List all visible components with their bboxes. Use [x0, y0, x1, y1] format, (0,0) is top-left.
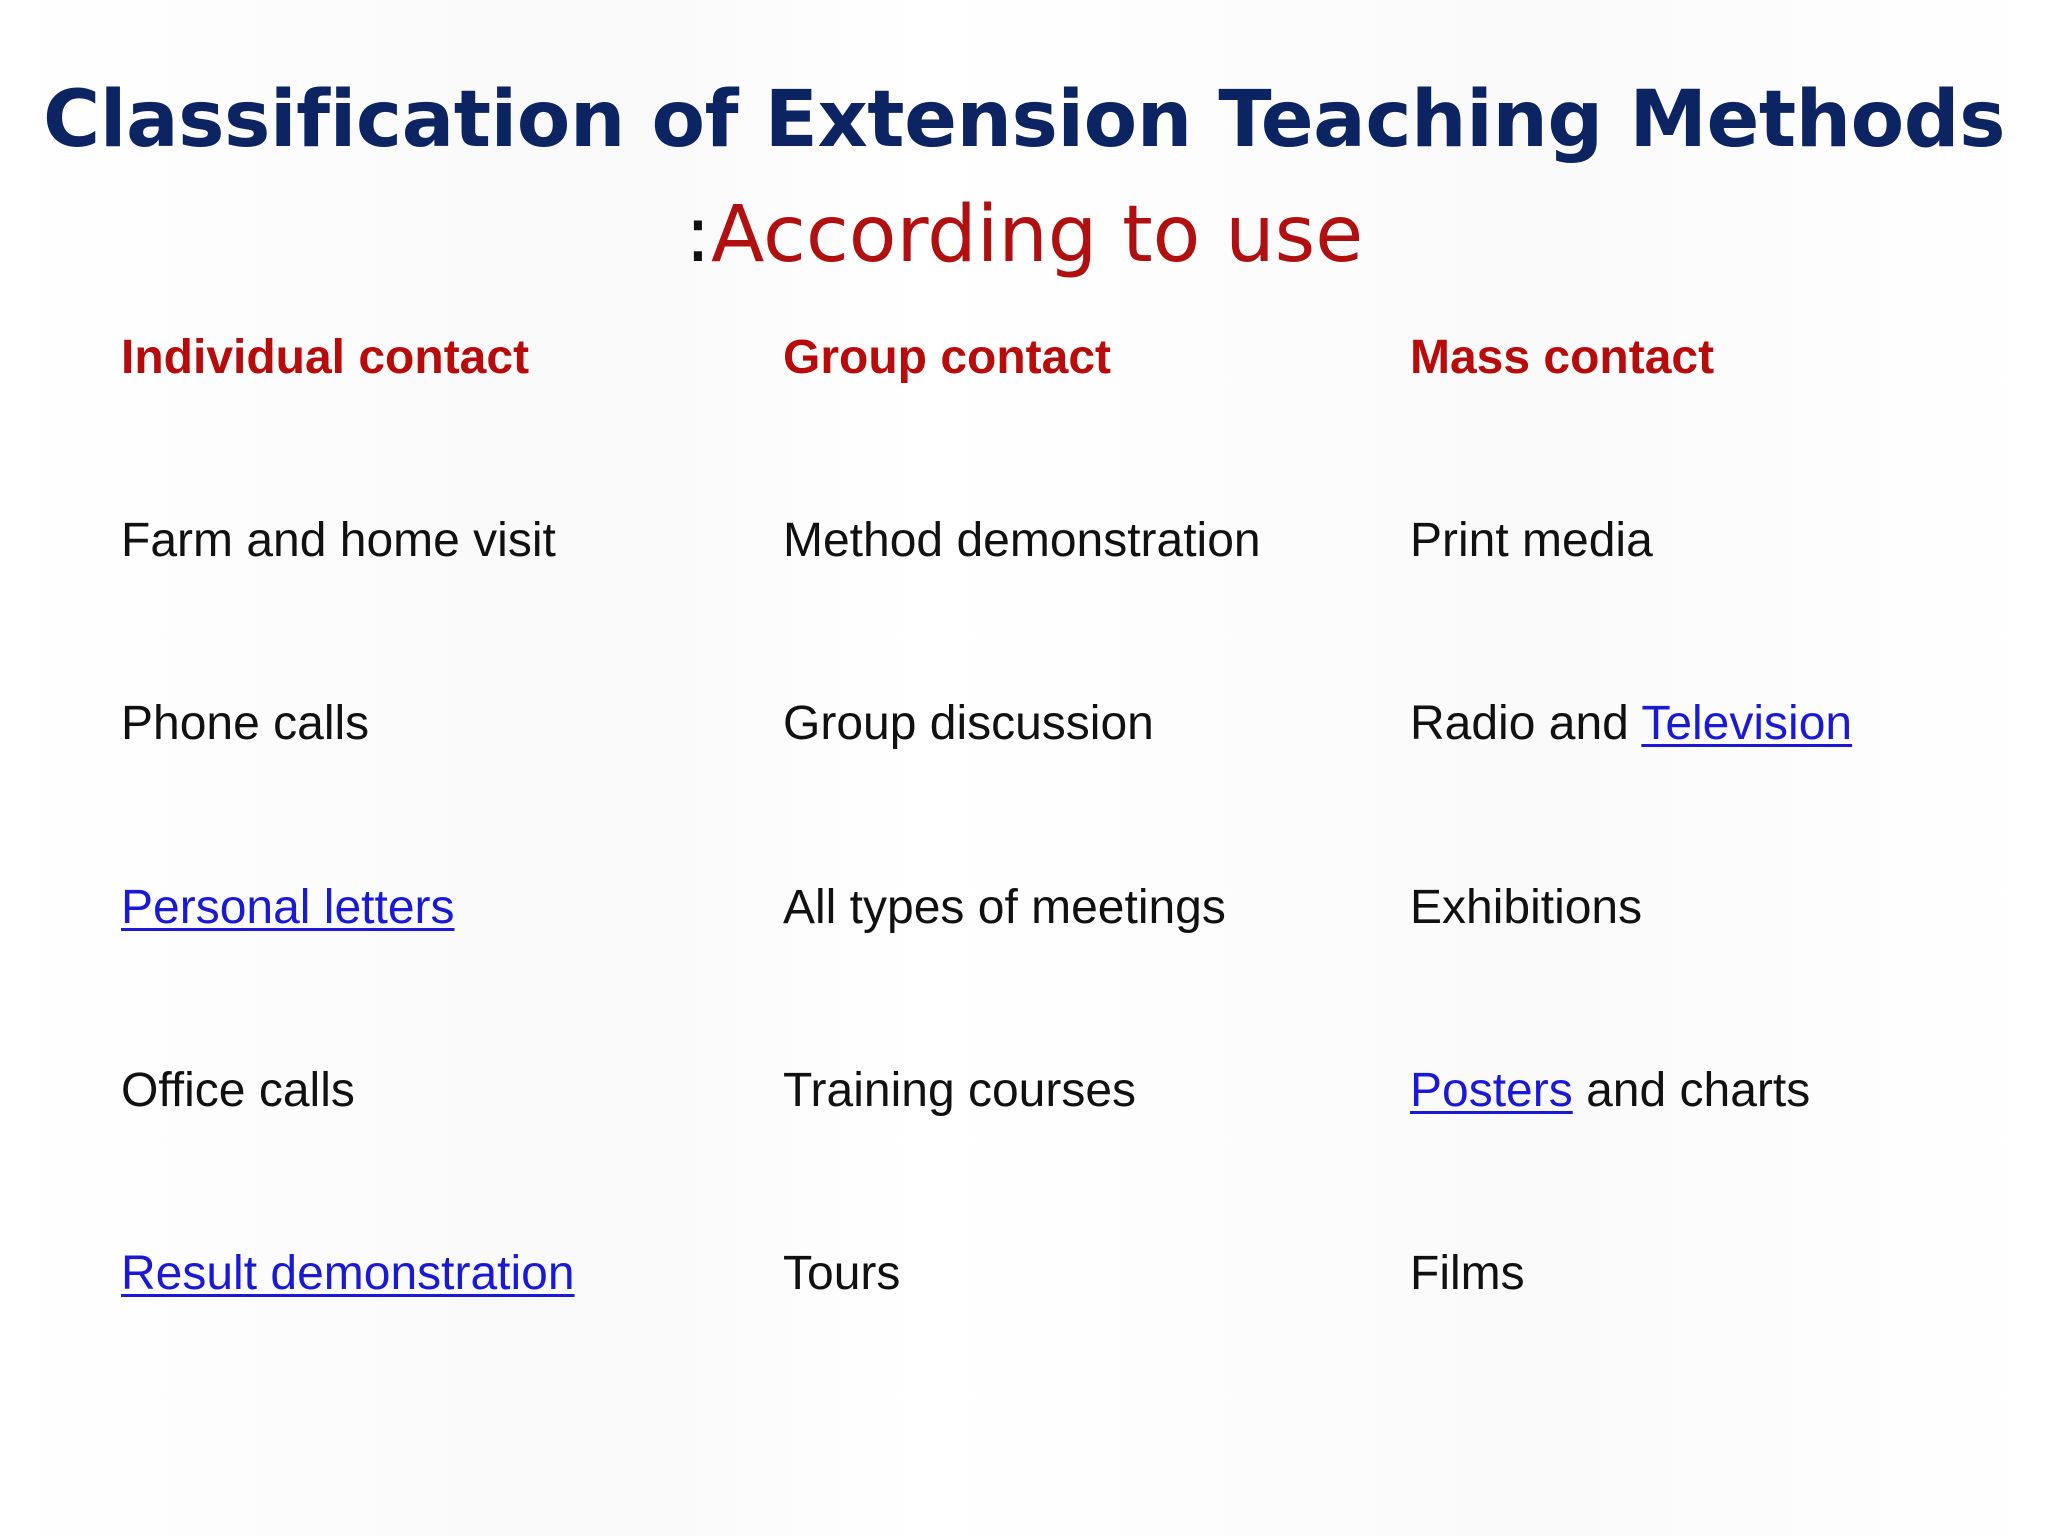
television-link[interactable]: Television	[1641, 697, 1853, 750]
list-item: Print media	[1410, 514, 1653, 567]
column-header: Mass contact	[1410, 331, 1715, 384]
personal-letters-link[interactable]: Personal letters	[121, 881, 455, 934]
slide-subtitle	[0, 190, 2048, 280]
result-demonstration-link[interactable]: Result demonstration	[121, 1247, 575, 1300]
column-header: Group contact	[783, 331, 1112, 384]
list-item: All types of meetings	[783, 881, 1226, 934]
list-item: Phone calls	[121, 697, 370, 750]
subtitle-text: According to use	[711, 190, 1364, 280]
slide-title: Classification of Extension Teaching Methods	[42, 75, 2006, 165]
list-item: Group discussion	[783, 697, 1154, 750]
list-item: Tours	[783, 1247, 901, 1300]
list-item	[1410, 1063, 1810, 1118]
list-item	[121, 880, 455, 935]
list-item-suffix: and charts	[1572, 1064, 1811, 1117]
list-item-prefix: Radio and	[1410, 697, 1642, 750]
posters-link[interactable]: Posters	[1410, 1064, 1573, 1117]
list-item	[121, 1246, 575, 1301]
list-item	[1410, 696, 1852, 751]
list-item: Farm and home visit	[121, 514, 556, 567]
subtitle-prefix: :	[684, 190, 711, 280]
list-item: Exhibitions	[1410, 881, 1643, 934]
list-item: Training courses	[783, 1064, 1137, 1117]
column-header: Individual contact	[121, 331, 530, 384]
list-item: Films	[1410, 1247, 1525, 1300]
list-item: Method demonstration	[783, 514, 1261, 567]
list-item: Office calls	[121, 1064, 355, 1117]
